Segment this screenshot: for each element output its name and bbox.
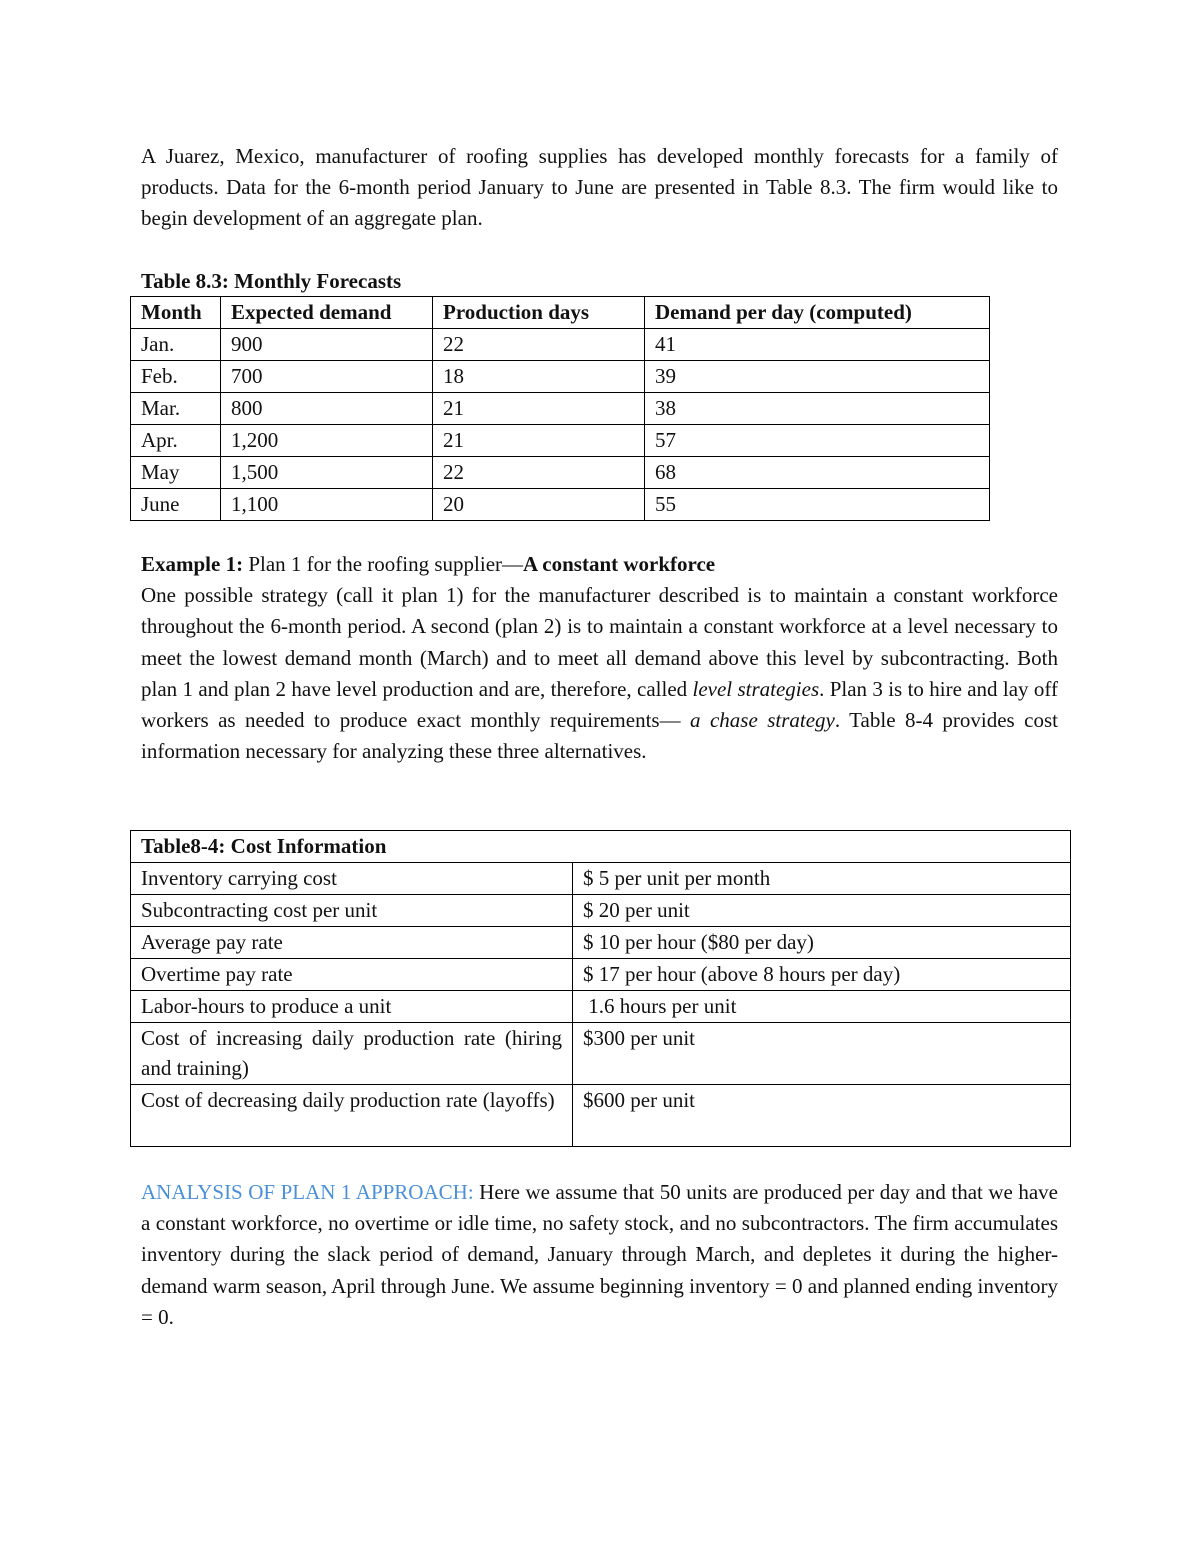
cell-expected-demand: 1,200 [221,425,433,457]
example-italic-term: a chase strategy [690,708,835,733]
cell-demand-per-day: 55 [645,489,990,521]
table-row [131,1085,1071,1147]
cell-production-days: 20 [433,489,645,521]
table-row [131,863,1071,895]
example-text: . Plan 3 is to hire and lay off workers as needed to produce exact monthly requirements— [141,676,1058,733]
table-row [131,959,1071,991]
intro-paragraph: A Juarez, Mexico, manufacturer of roofing supplies has developed monthly forecasts for a family of products. Data for the 6-month period January to June are presented in Table 8.3. The firm would like to begin development of an aggregate plan. [141,144,1058,231]
analysis-heading: ANALYSIS OF PLAN 1 APPROACH: [141,1180,474,1204]
table-row [131,489,990,521]
cost-item: Average pay rate [131,927,573,959]
cost-item: Overtime pay rate [131,959,573,991]
header-demand-per-day: Demand per day (computed) [645,297,990,329]
cost-value: $ 5 per unit per month [573,863,1071,895]
cost-value: 1.6 hours per unit [573,991,1071,1023]
cell-month: Mar. [131,393,221,425]
cell-production-days: 21 [433,393,645,425]
monthly-forecasts-table [130,296,990,521]
example-title-bold: A constant workforce [523,552,716,576]
example-text: One possible strategy (call it plan 1) for the manufacturer described is to maintain a constant workforce throughout the 6-month period. A second (plan 2) is to maintain a constant workforce at a level necessary to meet the lowest demand month (March) and to meet all demand above this level by subcontracting. Both plan 1 and plan 2 have level production and are, therefore, called [141,583,1058,701]
table-row [131,991,1071,1023]
table-row [131,393,990,425]
cost-item: Subcontracting cost per unit [131,895,573,927]
table-header-row [131,297,990,329]
table-row [131,457,990,489]
cell-demand-per-day: 41 [645,329,990,361]
header-month: Month [131,297,221,329]
cost-value: $ 20 per unit [573,895,1071,927]
cell-production-days: 22 [433,457,645,489]
header-expected-demand: Expected demand [221,297,433,329]
cost-item: Cost of increasing daily production rate (hiring and training) [131,1023,573,1085]
table-row [131,329,990,361]
cell-month: Feb. [131,361,221,393]
cell-production-days: 18 [433,361,645,393]
cost-value: $600 per unit [573,1085,1071,1147]
example-1-section [141,549,1058,767]
cost-item: Cost of decreasing daily production rate (layoffs) [131,1085,573,1147]
cell-expected-demand: 1,100 [221,489,433,521]
cost-table-title-row [131,831,1071,863]
example-text: . Table 8-4 provides cost information necessary for analyzing these three alternatives. [141,708,1058,764]
cost-value: $ 17 per hour (above 8 hours per day) [573,959,1071,991]
cell-expected-demand: 700 [221,361,433,393]
cell-demand-per-day: 57 [645,425,990,457]
cell-production-days: 21 [433,425,645,457]
table-8-3-caption: Table 8.3: Monthly Forecasts [141,269,402,293]
cell-expected-demand: 900 [221,329,433,361]
cell-month: Jan. [131,329,221,361]
cost-item: Inventory carrying cost [131,863,573,895]
cost-item: Labor-hours to produce a unit [131,991,573,1023]
example-1-heading [141,549,1058,580]
cost-information-table [130,830,1071,1147]
example-1-body [141,580,1058,767]
cell-expected-demand: 1,500 [221,457,433,489]
cell-month: May [131,457,221,489]
cell-demand-per-day: 39 [645,361,990,393]
cost-value: $300 per unit [573,1023,1071,1085]
table-row [131,361,990,393]
cell-demand-per-day: 68 [645,457,990,489]
example-label: Example 1: [141,552,244,576]
table-row [131,895,1071,927]
cell-expected-demand: 800 [221,393,433,425]
cell-month: Apr. [131,425,221,457]
analysis-text: Here we assume that 50 units are produced per day and that we have a constant workforce, no overtime or idle time, no safety stock, and no subcontractors. The firm accumulates inventory during the slack period of demand, January through March, and depletes it during the higher-demand warm season, April through June. We assume beginning inventory = 0 and planned ending inventory = 0. [141,1180,1058,1329]
cost-value: $ 10 per hour ($80 per day) [573,927,1071,959]
example-italic-term: level strategies [692,676,820,701]
table-row [131,425,990,457]
cell-demand-per-day: 38 [645,393,990,425]
table-row [131,927,1071,959]
table-row [131,1023,1071,1085]
example-title: Plan 1 for the roofing supplier— [243,552,524,576]
cell-production-days: 22 [433,329,645,361]
analysis-paragraph [141,1177,1058,1333]
cost-table-title: Table8-4: Cost Information [131,831,1071,863]
cell-month: June [131,489,221,521]
header-production-days: Production days [433,297,645,329]
